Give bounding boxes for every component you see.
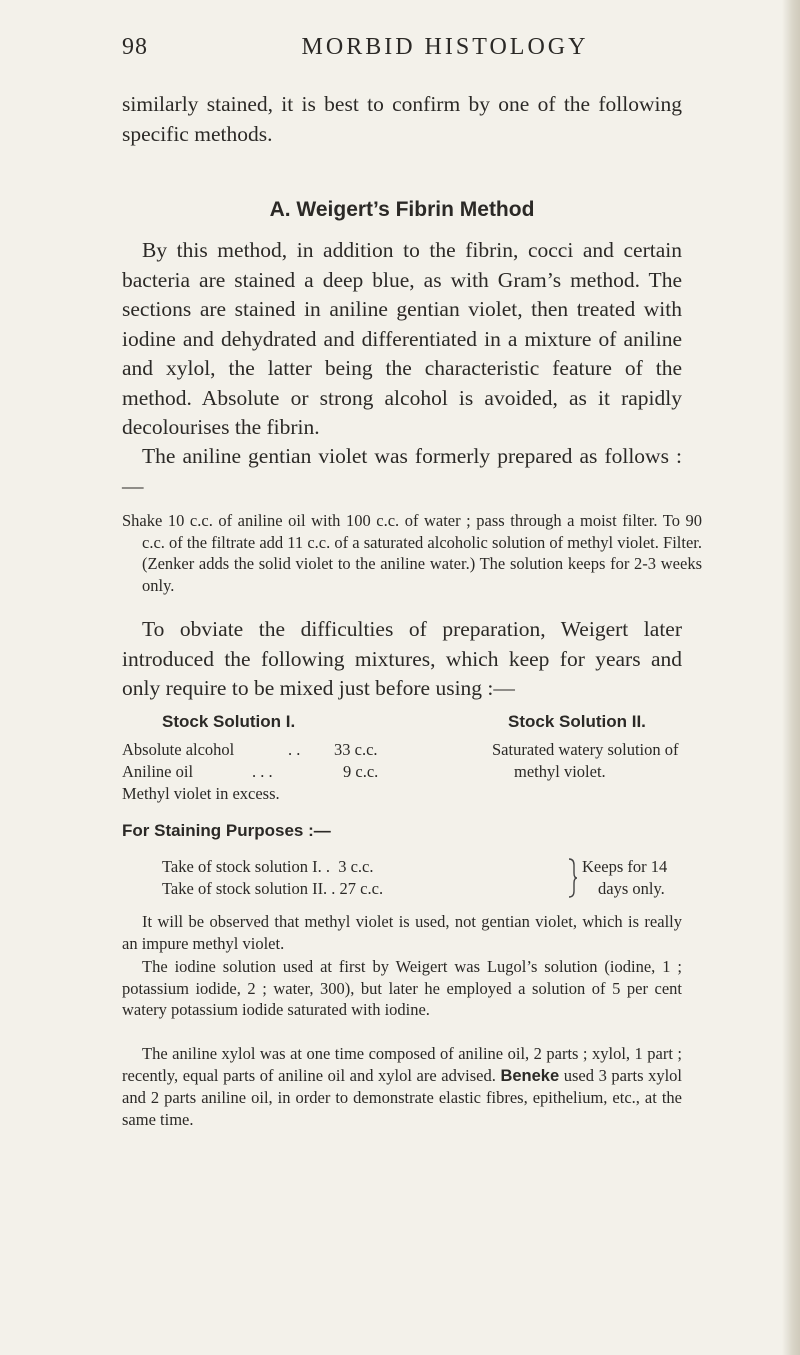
paragraph-method-description: By this method, in addition to the fibrin, cocci and certain bacteria are stained a deep blue, as with Gram’s method. The sections are stained in aniline gentian violet, then treated with iodine and dehydrated and differentiated in a mixture of aniline and xylol, the latter being the characteristic feature of the method. Absolute or strong alcohol is avoided, as it rapidly decolourises the fibrin. — [122, 238, 682, 439]
page-header — [0, 34, 800, 74]
stock-1-line-2-qty: 9 c.c. — [343, 762, 379, 781]
paragraph-weigert-mixtures: To obviate the difficulties of preparation, Weigert later introduced the following mixtures, which keep for years and only require to be mixed just before using :— — [122, 617, 682, 700]
small-paragraph-old-recipe: Shake 10 c.c. of aniline oil with 100 c.c. of water ; pass through a moist filter. To 90 c.c. of the filtrate add 11 c.c. of a saturated alcoholic solution of methyl violet. Filter. (Zenker adds the solid violet to the aniline water.) The solution keeps for 2-3 weeks only. — [122, 511, 702, 596]
small-paragraph-methyl-violet: It will be observed that methyl violet is used, not gentian violet, which is really an impure methyl violet. — [122, 912, 682, 953]
running-title: MORBID HISTOLOGY — [301, 34, 589, 60]
stock-1-line-1-qty: 33 c.c. — [334, 740, 378, 759]
stock-solution-1-heading: Stock Solution I. — [162, 712, 296, 731]
staining-note-1: Keeps for 14 — [582, 857, 668, 876]
stock-1-line-3: Methyl violet in excess. — [122, 784, 280, 803]
stock-2-line-2: methyl violet. — [514, 762, 606, 781]
stock-1-line-1-name: Absolute alcohol — [122, 740, 235, 759]
staining-heading: For Staining Purposes :— — [122, 821, 331, 840]
staining-line-2: Take of stock solution II. . 27 c.c. — [162, 879, 384, 898]
stock-1-line-2-dots: . . . — [252, 762, 273, 781]
stock-1-line-1-dots: . . — [288, 740, 301, 759]
paragraph-preparation-intro: The aniline gentian violet was formerly prepared as follows :— — [122, 444, 682, 498]
section-heading: A. Weigert’s Fibrin Method — [269, 198, 535, 221]
staining-note-2: days only. — [598, 879, 665, 898]
page-edge-shadow — [782, 0, 800, 1355]
author-name-beneke: Beneke — [500, 1066, 560, 1085]
staining-line-1: Take of stock solution I. . 3 c.c. — [162, 857, 374, 876]
aniline-xylol-text-b: used 3 parts xylol and 2 parts aniline oil, in order to demonstrate elastic fibres, epithelium, etc., at the same time. — [122, 1065, 683, 1130]
intro-paragraph: similarly stained, it is best to confirm by one of the following specific methods. — [122, 92, 682, 146]
page-number: 98 — [122, 34, 148, 60]
stock-solution-2-heading: Stock Solution II. — [508, 712, 646, 731]
small-paragraph-iodine: The iodine solution used at first by Weigert was Lugol’s solution (iodine, 1 ; potassium iodide, 2 ; water, 300), but later he employed a solution of 5 per cent watery potassium iodide saturated with iodine. — [122, 957, 682, 1020]
aniline-xylol-text-a: The aniline xylol was at one time composed of aniline oil, 2 parts ; xylol, 1 part ; recently, equal parts of aniline oil and xylol are advised. — [122, 1044, 682, 1085]
stock-2-line-1: Saturated watery solution of — [492, 740, 679, 759]
small-paragraph-aniline-xylol — [122, 1043, 682, 1131]
stock-1-line-2-name: Aniline oil — [122, 762, 194, 781]
brace-icon — [566, 857, 578, 899]
